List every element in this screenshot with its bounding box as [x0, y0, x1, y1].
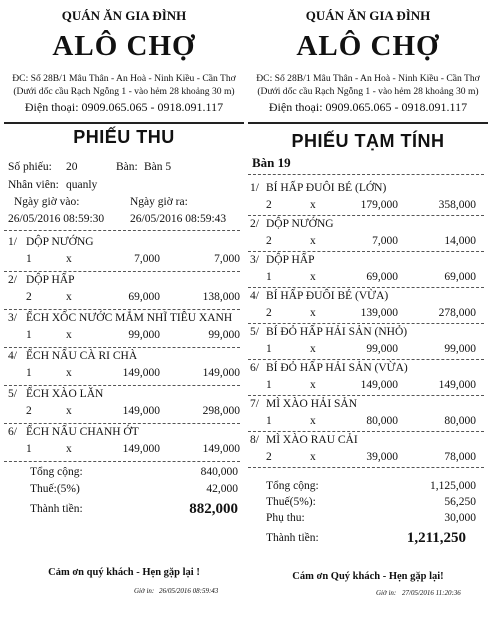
item-divider — [248, 359, 484, 360]
item-price: 39,000 — [366, 451, 398, 463]
nhan-vien-label: Nhân viên: — [8, 179, 59, 191]
shop-type: QUÁN ĂN GIA ĐÌNH — [305, 8, 431, 23]
item-price: 139,000 — [360, 307, 398, 319]
item-quantity: 1 — [26, 367, 32, 379]
tong-cong-label: Tổng cộng: — [30, 466, 83, 478]
item-quantity: 2 — [266, 307, 272, 319]
item-price: 69,000 — [366, 271, 398, 283]
shop-phone: Điện thoại: 0909.065.065 - 0918.091.117 — [268, 100, 468, 114]
item-number: 5/ — [8, 388, 17, 400]
item-multiply-sign: x — [66, 329, 72, 341]
item-quantity: 1 — [266, 343, 272, 355]
so-phieu-value: 20 — [66, 161, 78, 173]
item-divider — [248, 287, 484, 288]
item-number: 5/ — [250, 326, 259, 338]
thue-value: 56,250 — [444, 496, 476, 508]
item-price: 179,000 — [360, 199, 398, 211]
shop-address: ĐC: Số 28B/1 Mâu Thân - An Hoà - Ninh Kiều - Cần Thơ — [256, 73, 480, 84]
item-divider — [248, 395, 484, 396]
item-multiply-sign: x — [310, 343, 316, 355]
item-quantity: 2 — [26, 291, 32, 303]
item-multiply-sign: x — [66, 443, 72, 455]
item-divider — [248, 467, 484, 468]
item-name: BÍ ĐỎ HẤP HẢI SẢN (VỪA) — [266, 362, 408, 374]
item-number: 6/ — [250, 362, 259, 374]
thanh-tien-label: Thành tiền: — [266, 532, 319, 544]
item-price: 7,000 — [372, 235, 398, 247]
shop-phone: Điện thoại: 0909.065.065 - 0918.091.117 — [24, 100, 224, 114]
item-price: 149,000 — [360, 379, 398, 391]
item-price: 7,000 — [134, 253, 160, 265]
item-multiply-sign: x — [310, 415, 316, 427]
item-amount: 14,000 — [444, 235, 476, 247]
item-amount: 278,000 — [438, 307, 476, 319]
gio-vao-value: 26/05/2016 08:59:30 — [8, 213, 105, 225]
print-time-value: 27/05/2016 11:20:36 — [402, 589, 461, 597]
item-quantity: 2 — [266, 235, 272, 247]
item-multiply-sign: x — [310, 271, 316, 283]
receipt-phieu-thu — [4, 0, 244, 636]
receipt-phieu-tam-tinh — [248, 0, 488, 636]
item-multiply-sign: x — [310, 235, 316, 247]
item-name: MÌ XÀO HẢI SẢN — [266, 398, 358, 410]
item-price: 149,000 — [122, 443, 160, 455]
gio-vao-label: Ngày giờ vào: — [14, 196, 80, 208]
item-quantity: 1 — [26, 329, 32, 341]
item-number: 1/ — [8, 236, 17, 248]
thanh-tien-value: 1,211,250 — [406, 530, 466, 546]
divider — [248, 174, 484, 175]
shop-name: ALÔ CHỢ — [296, 30, 440, 62]
header-divider — [248, 122, 488, 124]
phu-thu-value: 30,000 — [444, 512, 476, 524]
item-amount: 358,000 — [438, 199, 476, 211]
tong-cong-value: 1,125,000 — [430, 480, 476, 492]
shop-type: QUÁN ĂN GIA ĐÌNH — [61, 8, 187, 23]
item-name: DỘP HẤP — [26, 274, 75, 286]
gio-ra-value: 26/05/2016 08:59:43 — [130, 213, 227, 225]
gio-ra-label: Ngày giờ ra: — [130, 196, 188, 208]
item-divider — [248, 431, 484, 432]
item-amount: 298,000 — [202, 405, 240, 417]
print-time-value: 26/05/2016 08:59:43 — [159, 587, 219, 595]
thank-you-note: Cám ơn Quý khách - Hẹn gặp lại! — [292, 571, 444, 582]
thue-label: Thuế:(5%) — [30, 483, 80, 495]
item-name: BÍ HẤP ĐUÔI BÉ (VỪA) — [266, 290, 389, 302]
item-quantity: 2 — [266, 451, 272, 463]
item-amount: 99,000 — [444, 343, 476, 355]
item-divider — [4, 271, 240, 272]
item-divider — [248, 251, 484, 252]
item-amount: 80,000 — [444, 415, 476, 427]
item-quantity: 1 — [26, 443, 32, 455]
shop-address: ĐC: Số 28B/1 Mâu Thân - An Hoà - Ninh Kiều - Cần Thơ — [12, 73, 236, 84]
item-number: 2/ — [8, 274, 17, 286]
item-quantity: 2 — [26, 405, 32, 417]
item-name: DỘP NƯỚNG — [26, 236, 94, 248]
item-price: 149,000 — [122, 367, 160, 379]
item-divider — [248, 215, 484, 216]
item-multiply-sign: x — [310, 451, 316, 463]
item-quantity: 2 — [266, 199, 272, 211]
item-name: ẾCH XỐC NƯỚC MẮM NHĨ TIÊU XANH — [26, 312, 233, 324]
shop-directions: (Dưới dốc cầu Rạch Ngỗng 1 - vào hẻm 28 khoảng 30 m) — [13, 86, 235, 97]
receipt-title: PHIẾU TẠM TÍNH — [291, 131, 445, 151]
item-price: 149,000 — [122, 405, 160, 417]
ban-label: Bàn: — [116, 161, 138, 173]
item-amount: 149,000 — [202, 367, 240, 379]
item-price: 69,000 — [128, 291, 160, 303]
item-name: ẾCH XÀO LĂN — [26, 388, 104, 400]
divider — [4, 230, 240, 231]
item-quantity: 1 — [266, 271, 272, 283]
thanh-tien-value: 882,000 — [189, 501, 238, 517]
item-price: 99,000 — [366, 343, 398, 355]
so-phieu-label: Số phiếu: — [8, 161, 52, 173]
table-number: Bàn 19 — [252, 155, 291, 170]
item-amount: 69,000 — [444, 271, 476, 283]
item-number: 3/ — [250, 254, 259, 266]
item-number: 4/ — [250, 290, 259, 302]
item-name: ẾCH NẤU CÀ RI CHÀ — [26, 350, 138, 362]
shop-directions: (Dưới dốc cầu Rạch Ngỗng 1 - vào hẻm 28 khoảng 30 m) — [257, 86, 479, 97]
tong-cong-label: Tổng cộng: — [266, 480, 319, 492]
print-time-label: Giờ in: — [376, 589, 397, 597]
item-amount: 149,000 — [202, 443, 240, 455]
item-name: MÌ XÀO RAU CẢI — [266, 434, 358, 446]
thue-value: 42,000 — [206, 483, 238, 495]
item-multiply-sign: x — [66, 253, 72, 265]
header-divider — [4, 122, 244, 124]
phu-thu-label: Phụ thu: — [266, 512, 305, 524]
item-quantity: 1 — [26, 253, 32, 265]
item-name: ẾCH NẤU CHANH ỚT — [26, 426, 139, 438]
item-price: 80,000 — [366, 415, 398, 427]
item-name: BÍ HẤP ĐUÔI BÉ (LỚN) — [266, 182, 387, 194]
item-number: 2/ — [250, 218, 259, 230]
item-divider — [4, 347, 240, 348]
item-multiply-sign: x — [310, 307, 316, 319]
item-number: 8/ — [250, 434, 259, 446]
item-divider — [4, 309, 240, 310]
receipt-title: PHIẾU THU — [73, 127, 175, 147]
item-amount: 99,000 — [208, 329, 240, 341]
print-time-label: Giờ in: — [134, 587, 155, 595]
item-name: BÍ ĐỎ HẤP HẢI SẢN (NHỎ) — [266, 326, 408, 338]
item-number: 4/ — [8, 350, 17, 362]
item-amount: 149,000 — [438, 379, 476, 391]
item-price: 99,000 — [128, 329, 160, 341]
item-name: DỘP NƯỚNG — [266, 218, 334, 230]
item-number: 6/ — [8, 426, 17, 438]
item-divider — [4, 461, 240, 462]
item-multiply-sign: x — [66, 291, 72, 303]
tong-cong-value: 840,000 — [200, 466, 238, 478]
item-multiply-sign: x — [66, 405, 72, 417]
thanh-tien-label: Thành tiền: — [30, 503, 83, 515]
thue-label: Thuế(5%): — [266, 496, 316, 508]
item-amount: 78,000 — [444, 451, 476, 463]
item-multiply-sign: x — [310, 379, 316, 391]
item-number: 7/ — [250, 398, 259, 410]
item-number: 3/ — [8, 312, 17, 324]
item-quantity: 1 — [266, 415, 272, 427]
item-divider — [4, 385, 240, 386]
item-amount: 138,000 — [202, 291, 240, 303]
item-multiply-sign: x — [66, 367, 72, 379]
shop-name: ALÔ CHỢ — [52, 30, 196, 62]
item-quantity: 1 — [266, 379, 272, 391]
item-number: 1/ — [250, 182, 259, 194]
item-amount: 7,000 — [214, 253, 240, 265]
nhan-vien-value: quanly — [66, 179, 98, 191]
item-name: DỘP HẤP — [266, 254, 315, 266]
ban-value: Bàn 5 — [144, 161, 172, 173]
item-divider — [4, 423, 240, 424]
item-divider — [248, 323, 484, 324]
item-multiply-sign: x — [310, 199, 316, 211]
thank-you-note: Cảm ơn quý khách - Hẹn gặp lại ! — [48, 567, 200, 578]
